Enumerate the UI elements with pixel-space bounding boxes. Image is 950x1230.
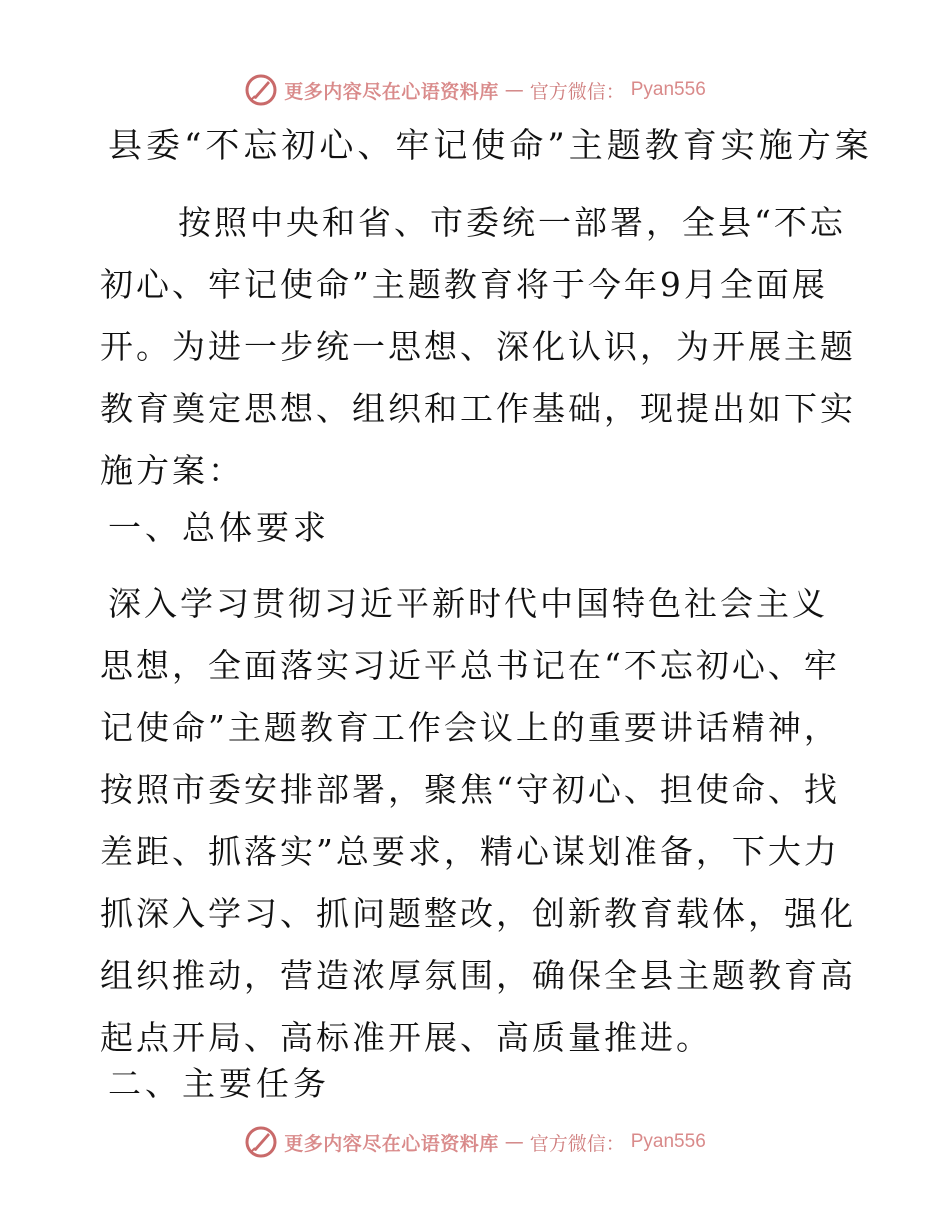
watermark-wechat-label: 官方微信： bbox=[529, 1132, 625, 1155]
watermark-banner-top bbox=[0, 68, 950, 112]
watermark-wechat-id: Pyan556 bbox=[630, 1131, 706, 1152]
watermark-wechat-id: Pyan556 bbox=[630, 79, 706, 100]
section-1-body: 深入学习贯彻习近平新时代中国特色社会主义思想，全面落实习近平总书记在“不忘初心、牢记使命”主题教育工作会议上的重要讲话精神，按照市委安排部署，聚焦“守初心、担使命、找差距、抓落实”总要求，精心谋划准备，下大力抓深入学习、抓问题整改，创新教育载体，强化组织推动，营造浓厚氛围，确保全县主题教育高起点开局、高标准开展、高质量推进。 bbox=[100, 584, 856, 1057]
watermark-dash: — bbox=[504, 79, 524, 101]
watermark-banner-bottom bbox=[0, 1120, 950, 1164]
section-2-heading: 二、主要任务 bbox=[108, 1064, 330, 1103]
quill-logo-icon bbox=[244, 73, 278, 107]
intro-paragraph: 按照中央和省、市委统一部署，全县“不忘初心、牢记使命”主题教育将于今年9月全面展开。为进一步统一思想、深化认识，为开展主题教育奠定思想、组织和工作基础，现提出如下实施方案： bbox=[100, 203, 856, 490]
watermark-wechat-label: 官方微信： bbox=[529, 80, 625, 103]
watermark-dash: — bbox=[504, 1131, 524, 1153]
watermark-text: 更多内容尽在心语资料库 bbox=[284, 80, 499, 103]
watermark-content bbox=[244, 73, 706, 107]
quill-logo-icon bbox=[244, 1125, 278, 1159]
watermark-text: 更多内容尽在心语资料库 bbox=[284, 1132, 499, 1155]
document-title: 县委“不忘初心、牢记使命”主题教育实施方案 bbox=[108, 126, 873, 166]
watermark-content bbox=[244, 1125, 706, 1159]
section-1-heading: 一、总体要求 bbox=[108, 508, 330, 547]
